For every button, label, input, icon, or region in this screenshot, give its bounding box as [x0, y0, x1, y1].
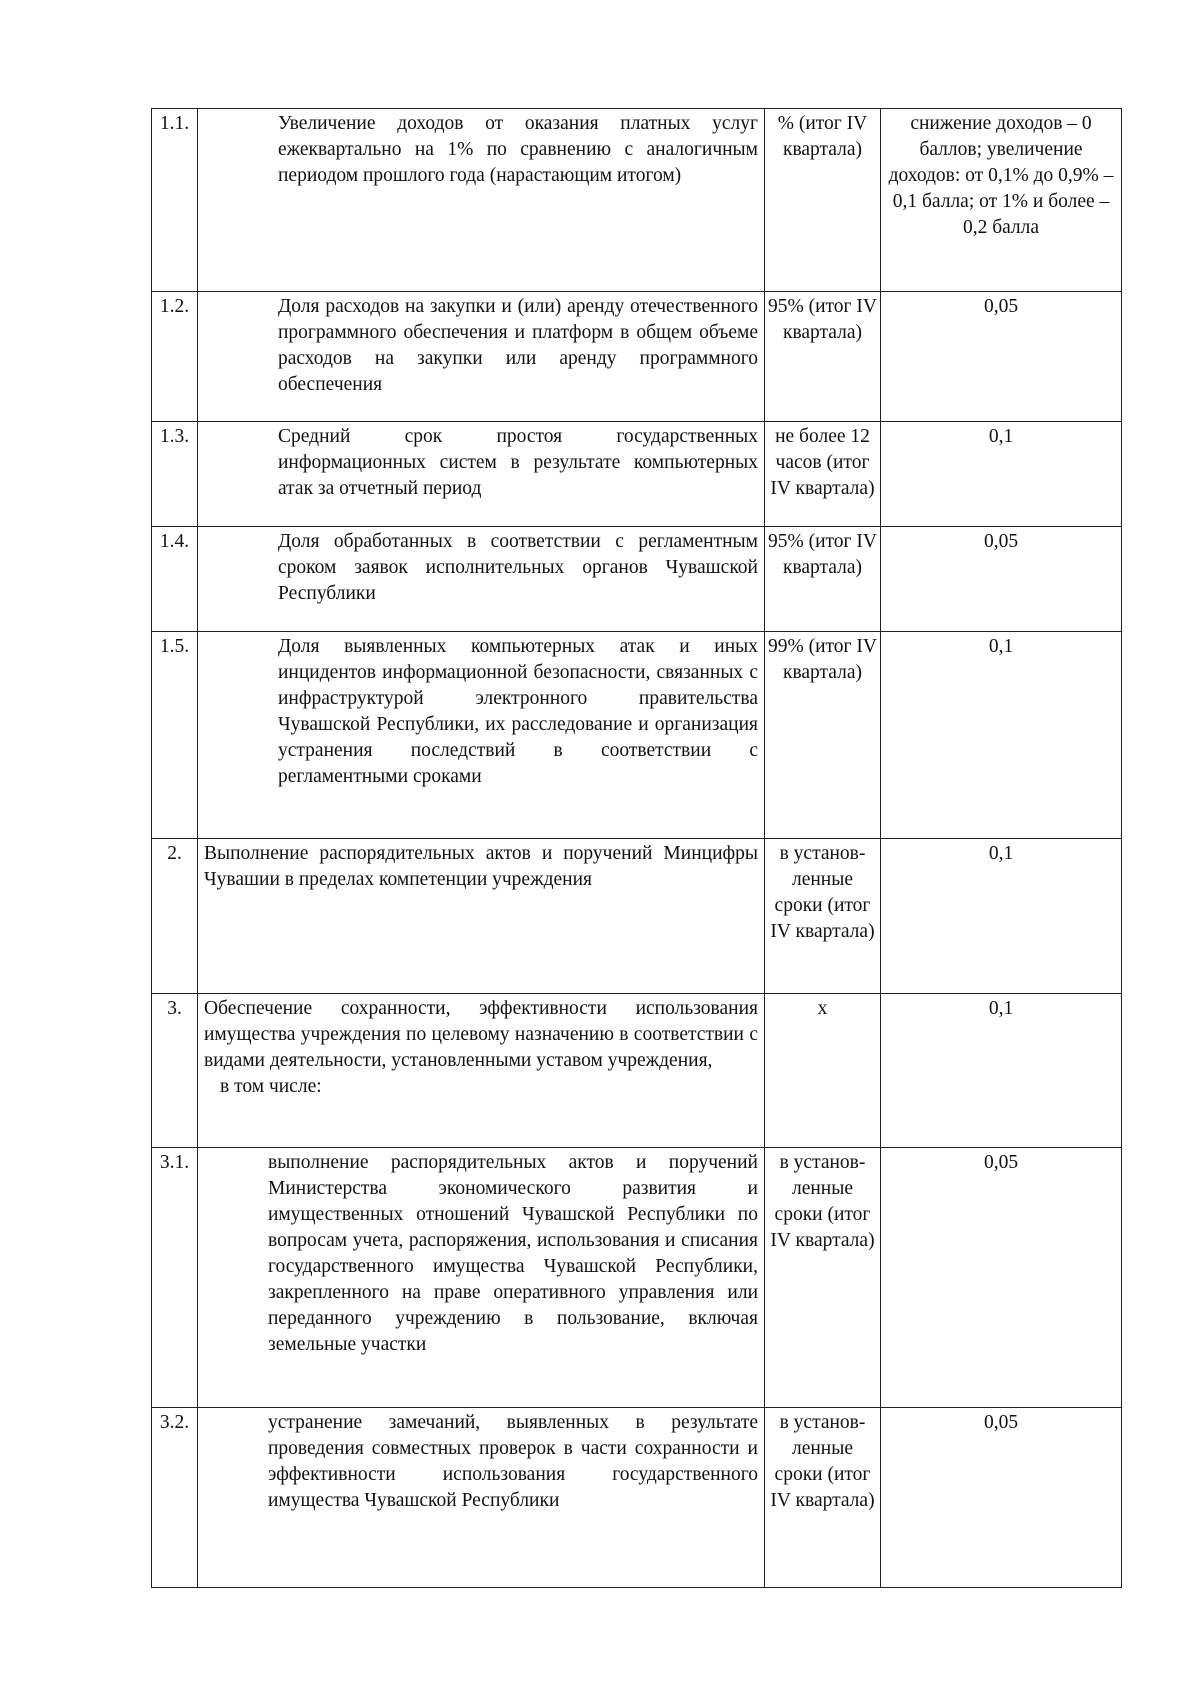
score-value: 0,1 [881, 632, 1122, 839]
criterion-text [198, 994, 765, 1148]
table-row [152, 422, 1122, 527]
score-value: 0,1 [881, 422, 1122, 527]
row-number: 1.3. [152, 422, 198, 527]
table-row [152, 292, 1122, 422]
table-row [152, 994, 1122, 1148]
criterion-text: Увеличение доходов от оказания платных услуг ежеквартально на 1% по сравнению с аналогичным периодом прошлого года (нарастающим итогом) [198, 109, 765, 292]
target-value: 99% (итог IV квартала) [765, 632, 881, 839]
target-value: в установ-ленные сроки (итог IV квартала) [765, 1148, 881, 1408]
target-value: не более 12 часов (итог IV квартала) [765, 422, 881, 527]
table-row [152, 527, 1122, 632]
criterion-main-text: Обеспечение сохранности, эффективности использования имущества учреждения по целевому назначению в соответствии с видами деятельности, установленными уставом учреждения, [204, 998, 758, 1071]
table-row [152, 839, 1122, 994]
table-row [152, 1408, 1122, 1588]
target-value: в установ-ленные сроки (итог IV квартала) [765, 1408, 881, 1588]
row-number: 3.2. [152, 1408, 198, 1588]
criterion-text: Выполнение распорядительных актов и поручений Минцифры Чувашии в пределах компетенции учреждения [198, 839, 765, 994]
score-value: снижение доходов – 0 баллов; увеличение доходов: от 0,1% до 0,9% – 0,1 балла; от 1% и более – 0,2 балла [881, 109, 1122, 292]
target-value: 95% (итог IV квартала) [765, 527, 881, 632]
criterion-text: устранение замечаний, выявленных в результате проведения совместных проверок в части сохранности и эффективности использования государственного имущества Чувашской Республики [198, 1408, 765, 1588]
table-row [152, 109, 1122, 292]
score-value: 0,1 [881, 839, 1122, 994]
criterion-text: Средний срок простоя государственных информационных систем в результате компьютерных атак за отчетный период [198, 422, 765, 527]
table-row [152, 632, 1122, 839]
score-value: 0,05 [881, 1148, 1122, 1408]
row-number: 1.1. [152, 109, 198, 292]
target-value: 95% (итог IV квартала) [765, 292, 881, 422]
score-value: 0,05 [881, 1408, 1122, 1588]
criterion-text: Доля расходов на закупки и (или) аренду отечественного программного обеспечения и платформ в общем объеме расходов на закупки или аренду программного обеспечения [198, 292, 765, 422]
criterion-text: выполнение распорядительных актов и поручений Министерства экономического развития и имущественных отношений Чувашской Республики по вопросам учета, распоряжения, использования и списания государственного имущества Чувашской Республики, закрепленного на праве оперативного управления или переданного учреждению в пользование, включая земельные участки [198, 1148, 765, 1408]
row-number: 3. [152, 994, 198, 1148]
row-number: 1.4. [152, 527, 198, 632]
row-number: 1.5. [152, 632, 198, 839]
row-number: 3.1. [152, 1148, 198, 1408]
criterion-text: Доля выявленных компьютерных атак и иных инцидентов информационной безопасности, связанных с инфраструктурой электронного правительства Чувашской Республики, их расследование и организация устранения последствий в соответствии с регламентными сроками [198, 632, 765, 839]
score-value: 0,1 [881, 994, 1122, 1148]
row-number: 1.2. [152, 292, 198, 422]
target-value: х [765, 994, 881, 1148]
target-value: в установ-ленные сроки (итог IV квартала) [765, 839, 881, 994]
criterion-text: Доля обработанных в соответствии с регламентным сроком заявок исполнительных органов Чувашской Республики [198, 527, 765, 632]
score-value: 0,05 [881, 292, 1122, 422]
row-number: 2. [152, 839, 198, 994]
target-value: % (итог IV квартала) [765, 109, 881, 292]
table-row [152, 1148, 1122, 1408]
score-value: 0,05 [881, 527, 1122, 632]
criteria-table [151, 108, 1122, 1588]
criterion-extra-text: в том числе: [220, 1076, 322, 1097]
